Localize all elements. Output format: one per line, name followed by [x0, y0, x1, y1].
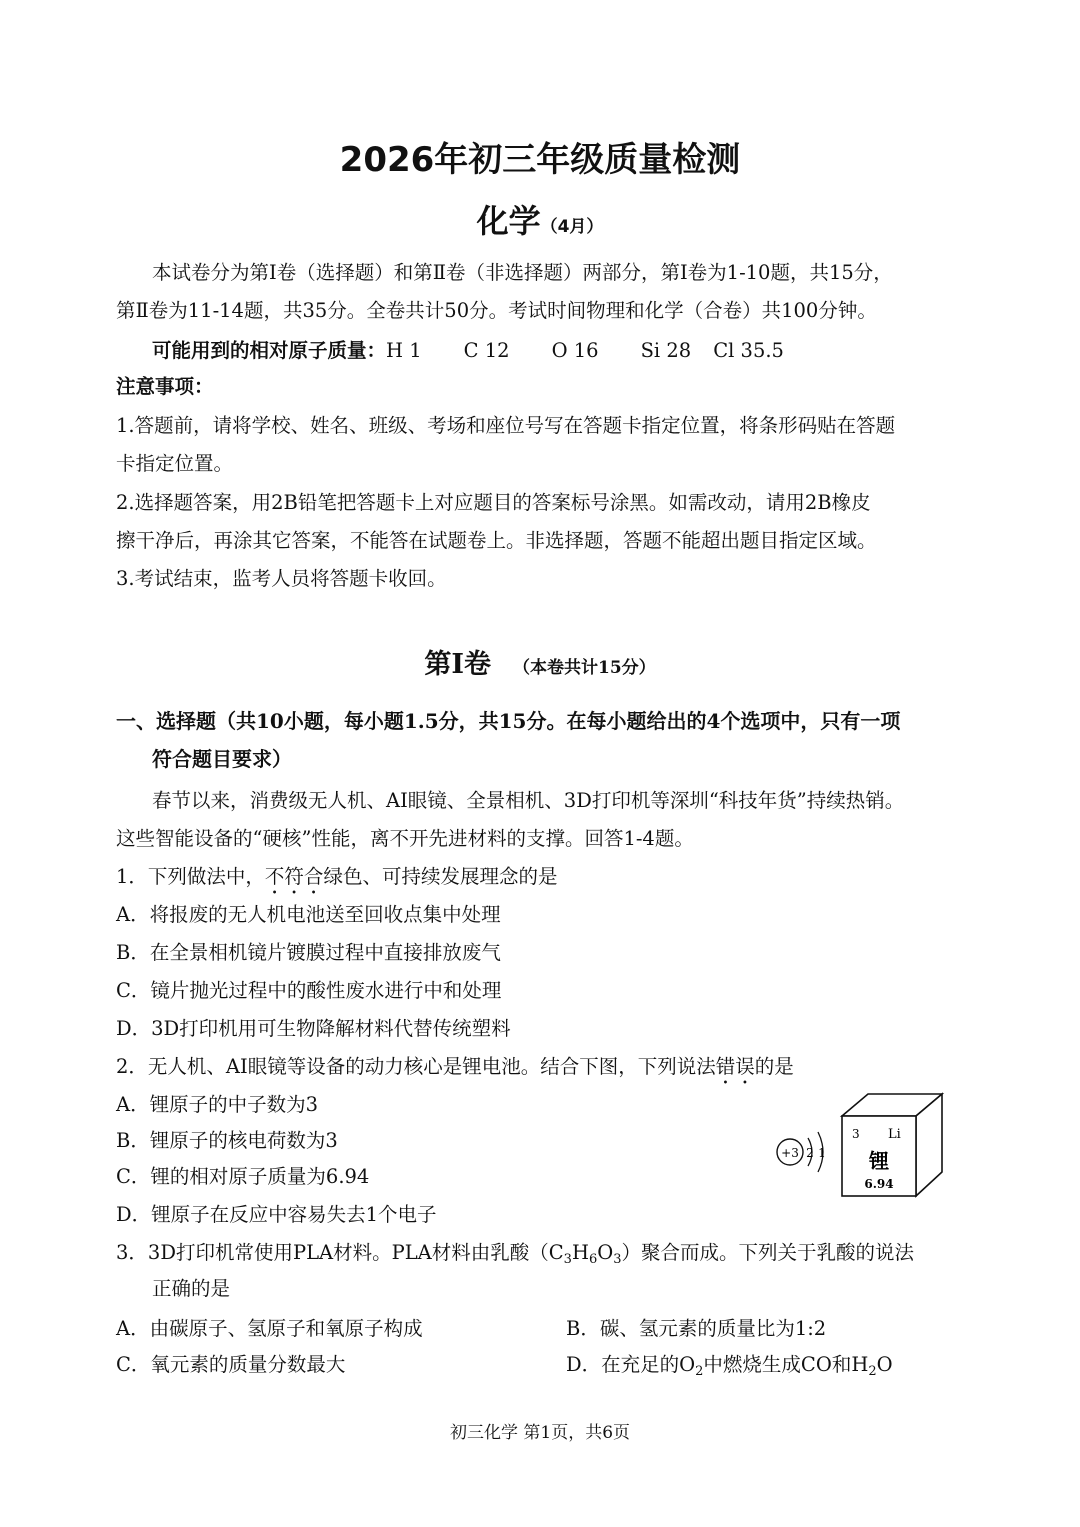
subject-name: 化学 — [476, 202, 541, 240]
formula-sub-c: 3 — [563, 1252, 572, 1267]
note-2-line-2: 擦干净后，再涂其它答案，不能答在试题卷上。非选择题，答题不能超出题目指定区域。 — [116, 529, 877, 552]
element-mass: 6.94 — [864, 1177, 894, 1191]
electron-shell-1-count: 2 — [806, 1146, 814, 1160]
lithium-figure — [770, 1092, 950, 1202]
question-1-option-c: C．镜片抛光过程中的酸性废水进行中和处理 — [116, 979, 502, 1002]
note-2-line-1: 2.选择题答案，用2B铅笔把答题卡上对应题目的答案标号涂黑。如需改动，请用2B橡皮 — [116, 491, 871, 514]
question-3-option-b: B．碳、氢元素的质量比为1:2 — [566, 1317, 827, 1340]
electron-shell-2-count: 1 — [818, 1146, 826, 1160]
question-2-stem — [116, 1054, 794, 1089]
formula-o: O — [597, 1241, 614, 1264]
question-3-stem-post: ）聚合而成。下列关于乳酸的说法 — [621, 1241, 915, 1264]
part-1-heading-line-1: 一、选择题（共10小题，每小题1.5分，共15分。在每小题给出的4个选项中，只有一项 — [116, 709, 901, 733]
note-3: 3.考试结束，监考人员将答题卡收回。 — [116, 567, 447, 590]
note-1-line-1: 1.答题前，请将学校、姓名、班级、考场和座位号写在答题卡指定位置，将条形码贴在答题 — [116, 414, 896, 437]
option-d-post: O — [876, 1353, 893, 1376]
question-2-stem-post: 的是 — [754, 1055, 794, 1078]
question-3-stem-line-2: 正确的是 — [152, 1277, 231, 1300]
atomic-mass-c: C 12 — [463, 339, 510, 362]
formula-sub-o: 3 — [613, 1252, 622, 1267]
periodic-element-cube — [842, 1094, 942, 1196]
atomic-mass-si: Si 28 — [640, 339, 692, 362]
atomic-mass-h: H 1 — [386, 339, 422, 362]
question-2-emphasis: 错误 — [715, 1055, 755, 1078]
lithium-atom-structure-diagram — [777, 1132, 826, 1172]
question-3-stem-pre: 3．3D打印机常使用PLA材料。PLA材料由乳酸（C — [116, 1241, 564, 1264]
atomic-mass-label: 可能用到的相对原子质量： — [152, 339, 387, 362]
part-1-heading-line-2: 符合题目要求） — [152, 747, 292, 771]
option-d-mid: 中燃烧生成CO和H — [703, 1353, 869, 1376]
question-2-option-a: A．锂原子的中子数为3 — [116, 1093, 318, 1116]
exam-title: 2026年初三年级质量检测 — [339, 140, 741, 180]
question-1-option-a: A．将报废的无人机电池送至回收点集中处理 — [116, 903, 501, 926]
note-1-line-2: 卡指定位置。 — [116, 452, 234, 475]
question-1-option-b: B．在全景相机镜片镀膜过程中直接排放废气 — [116, 941, 501, 964]
question-2-option-d: D．锂原子在反应中容易失去1个电子 — [116, 1203, 437, 1226]
question-1-stem-post: 绿色、可持续发展理念的是 — [323, 865, 558, 888]
element-symbol: Li — [888, 1127, 901, 1142]
element-atomic-number: 3 — [852, 1127, 860, 1141]
atomic-mass-o: O 16 — [551, 339, 599, 362]
option-d-sub-2: 2 — [868, 1364, 877, 1379]
notes-heading: 注意事项： — [116, 375, 214, 398]
question-3-option-a: A．由碳原子、氢原子和氧原子构成 — [116, 1317, 423, 1340]
subject-month: （4月） — [540, 217, 604, 237]
passage-line-2: 这些智能设备的“硬核”性能，离不开先进材料的支撑。回答1-4题。 — [116, 827, 694, 850]
page-footer: 初三化学 第1页，共6页 — [449, 1423, 631, 1443]
element-name: 锂 — [869, 1149, 889, 1173]
question-3-option-c: C．氧元素的质量分数最大 — [116, 1353, 346, 1376]
question-2-option-c: C．锂的相对原子质量为6.94 — [116, 1165, 370, 1188]
atomic-mass-row — [152, 338, 784, 364]
passage-line-1: 春节以来，消费级无人机、AI眼镜、全景相机、3D打印机等深圳“科技年货”持续热销。 — [152, 789, 905, 812]
nucleus-charge: +3 — [781, 1146, 799, 1160]
question-1-emphasis: 不符合 — [264, 865, 324, 888]
question-1-stem — [116, 864, 557, 899]
question-2-option-b: B．锂原子的核电荷数为3 — [116, 1129, 338, 1152]
option-d-sub-1: 2 — [695, 1364, 704, 1379]
section-1-heading — [0, 642, 1080, 681]
intro-line-1: 本试卷分为第Ⅰ卷（选择题）和第Ⅱ卷（非选择题）两部分，第Ⅰ卷为1-10题，共15分， — [152, 261, 893, 284]
question-1-stem-pre: 1．下列做法中， — [116, 865, 265, 888]
atomic-mass-cl: Cl 35.5 — [713, 339, 784, 362]
section-1-title: 第Ⅰ卷 — [424, 649, 491, 680]
formula-h: H — [571, 1241, 589, 1264]
question-3-stem-line-1 — [116, 1240, 914, 1273]
intro-line-2: 第Ⅱ卷为11-14题，共35分。全卷共计50分。考试时间物理和化学（合卷）共100分钟。 — [116, 299, 877, 322]
subject-heading — [0, 196, 1080, 242]
question-2-stem-pre: 2．无人机、AI眼镜等设备的动力核心是锂电池。结合下图，下列说法 — [116, 1055, 716, 1078]
option-d-pre: D．在充足的O — [566, 1353, 696, 1376]
question-3-option-d — [566, 1352, 893, 1385]
section-1-score: （本卷共计15分） — [512, 658, 656, 678]
question-1-option-d: D．3D打印机用可生物降解材料代替传统塑料 — [116, 1017, 511, 1040]
formula-sub-h: 6 — [588, 1252, 598, 1267]
